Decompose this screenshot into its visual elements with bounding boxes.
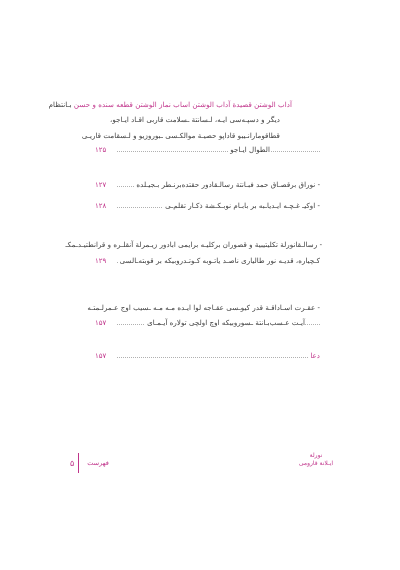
toc-row-3-page: ۱۲۹ bbox=[95, 256, 115, 266]
footer-divider bbox=[78, 453, 79, 473]
dot-leader bbox=[117, 151, 320, 152]
toc-row-intro[interactable] bbox=[95, 145, 320, 155]
dot-leader bbox=[117, 357, 320, 358]
footer-page-number: ۵ bbox=[70, 458, 75, 468]
para-line-1: - رسالـقانورلة تکلیتیبیة و قصوران برکلیـه برایمی ابادور زیـمرلة آنقلـره و قرانطتیـدـمکـ bbox=[65, 240, 322, 249]
toc-row-prayer[interactable] bbox=[95, 351, 320, 361]
toc-row-prayer-page: ۱۵۷ bbox=[95, 351, 115, 361]
toc-row-2-page: ۱۲۸ bbox=[95, 201, 115, 211]
toc-row-4[interactable] bbox=[95, 318, 320, 328]
toc-row-3[interactable] bbox=[95, 256, 320, 266]
toc-row-2-text: - اوکیـ غـچـه ایـدیاـبه بر بابـام نوبـکـشة ذکـار تقلم‌ـی bbox=[165, 201, 320, 210]
toc-row-1-page: ۱۲۷ bbox=[95, 180, 115, 190]
footer-page-marker bbox=[70, 452, 109, 474]
para2-line-1: - عقـرت اسـاداقـة قدر کیوـسی عقـاجه لوا ایـده مـه مـه ـسیب اوج عـمرلـمتـه bbox=[87, 303, 320, 312]
toc-row-2[interactable] bbox=[95, 201, 320, 211]
footer-book-title bbox=[296, 452, 336, 468]
intro-line-2: دیگر و دسپـه‌سی ایـه، لـسانتة ـسلامت قاربی اقـاد ایـاجو، bbox=[110, 115, 280, 124]
footer-book-title-line-2: ایـلانة قارومی bbox=[298, 460, 334, 467]
toc-row-4-text: آیـت عـسب‌بـانتة ـسوروبیکه اوچ اولچی تولاره آیـمـای bbox=[147, 318, 305, 327]
toc-row-intro-text: الطوال ایـاجو bbox=[230, 145, 270, 154]
toc-row-3-text: کـچیاره، قد‌یـه نور طالیاری ناصـد یاتـوبه کـوتـدروبیکه بر قوبته‌ـالسی bbox=[119, 256, 320, 265]
toc-row-1[interactable] bbox=[95, 180, 320, 190]
toc-row-prayer-text: دعا bbox=[310, 351, 320, 360]
intro-line-1-tail: بـانتظام bbox=[48, 100, 72, 109]
toc-row-intro-page: ۱۲۵ bbox=[95, 145, 115, 155]
toc-row-4-page: ۱۵۷ bbox=[95, 318, 115, 328]
footer-section-label: فهرست bbox=[87, 459, 109, 467]
toc-row-1-text: - نوراق برقصـاق حمد فبـانتة رسالـقادور حقتده‌برنـطر بـجیـلده bbox=[136, 180, 320, 189]
footer-book-title-line-1: نورلة bbox=[309, 452, 323, 459]
intro-line-3: قطاقومارانـيبو قاداپو حصیـة موالکـسی ـبوروزیو و لـسقامت قاریـی bbox=[81, 131, 280, 140]
intro-line-1 bbox=[49, 100, 292, 109]
intro-line-1-accent: آداب الوشتن قصيدة آداب الوشتن اساب نماز الوشتن قطعه سنده و حسن bbox=[73, 100, 292, 109]
